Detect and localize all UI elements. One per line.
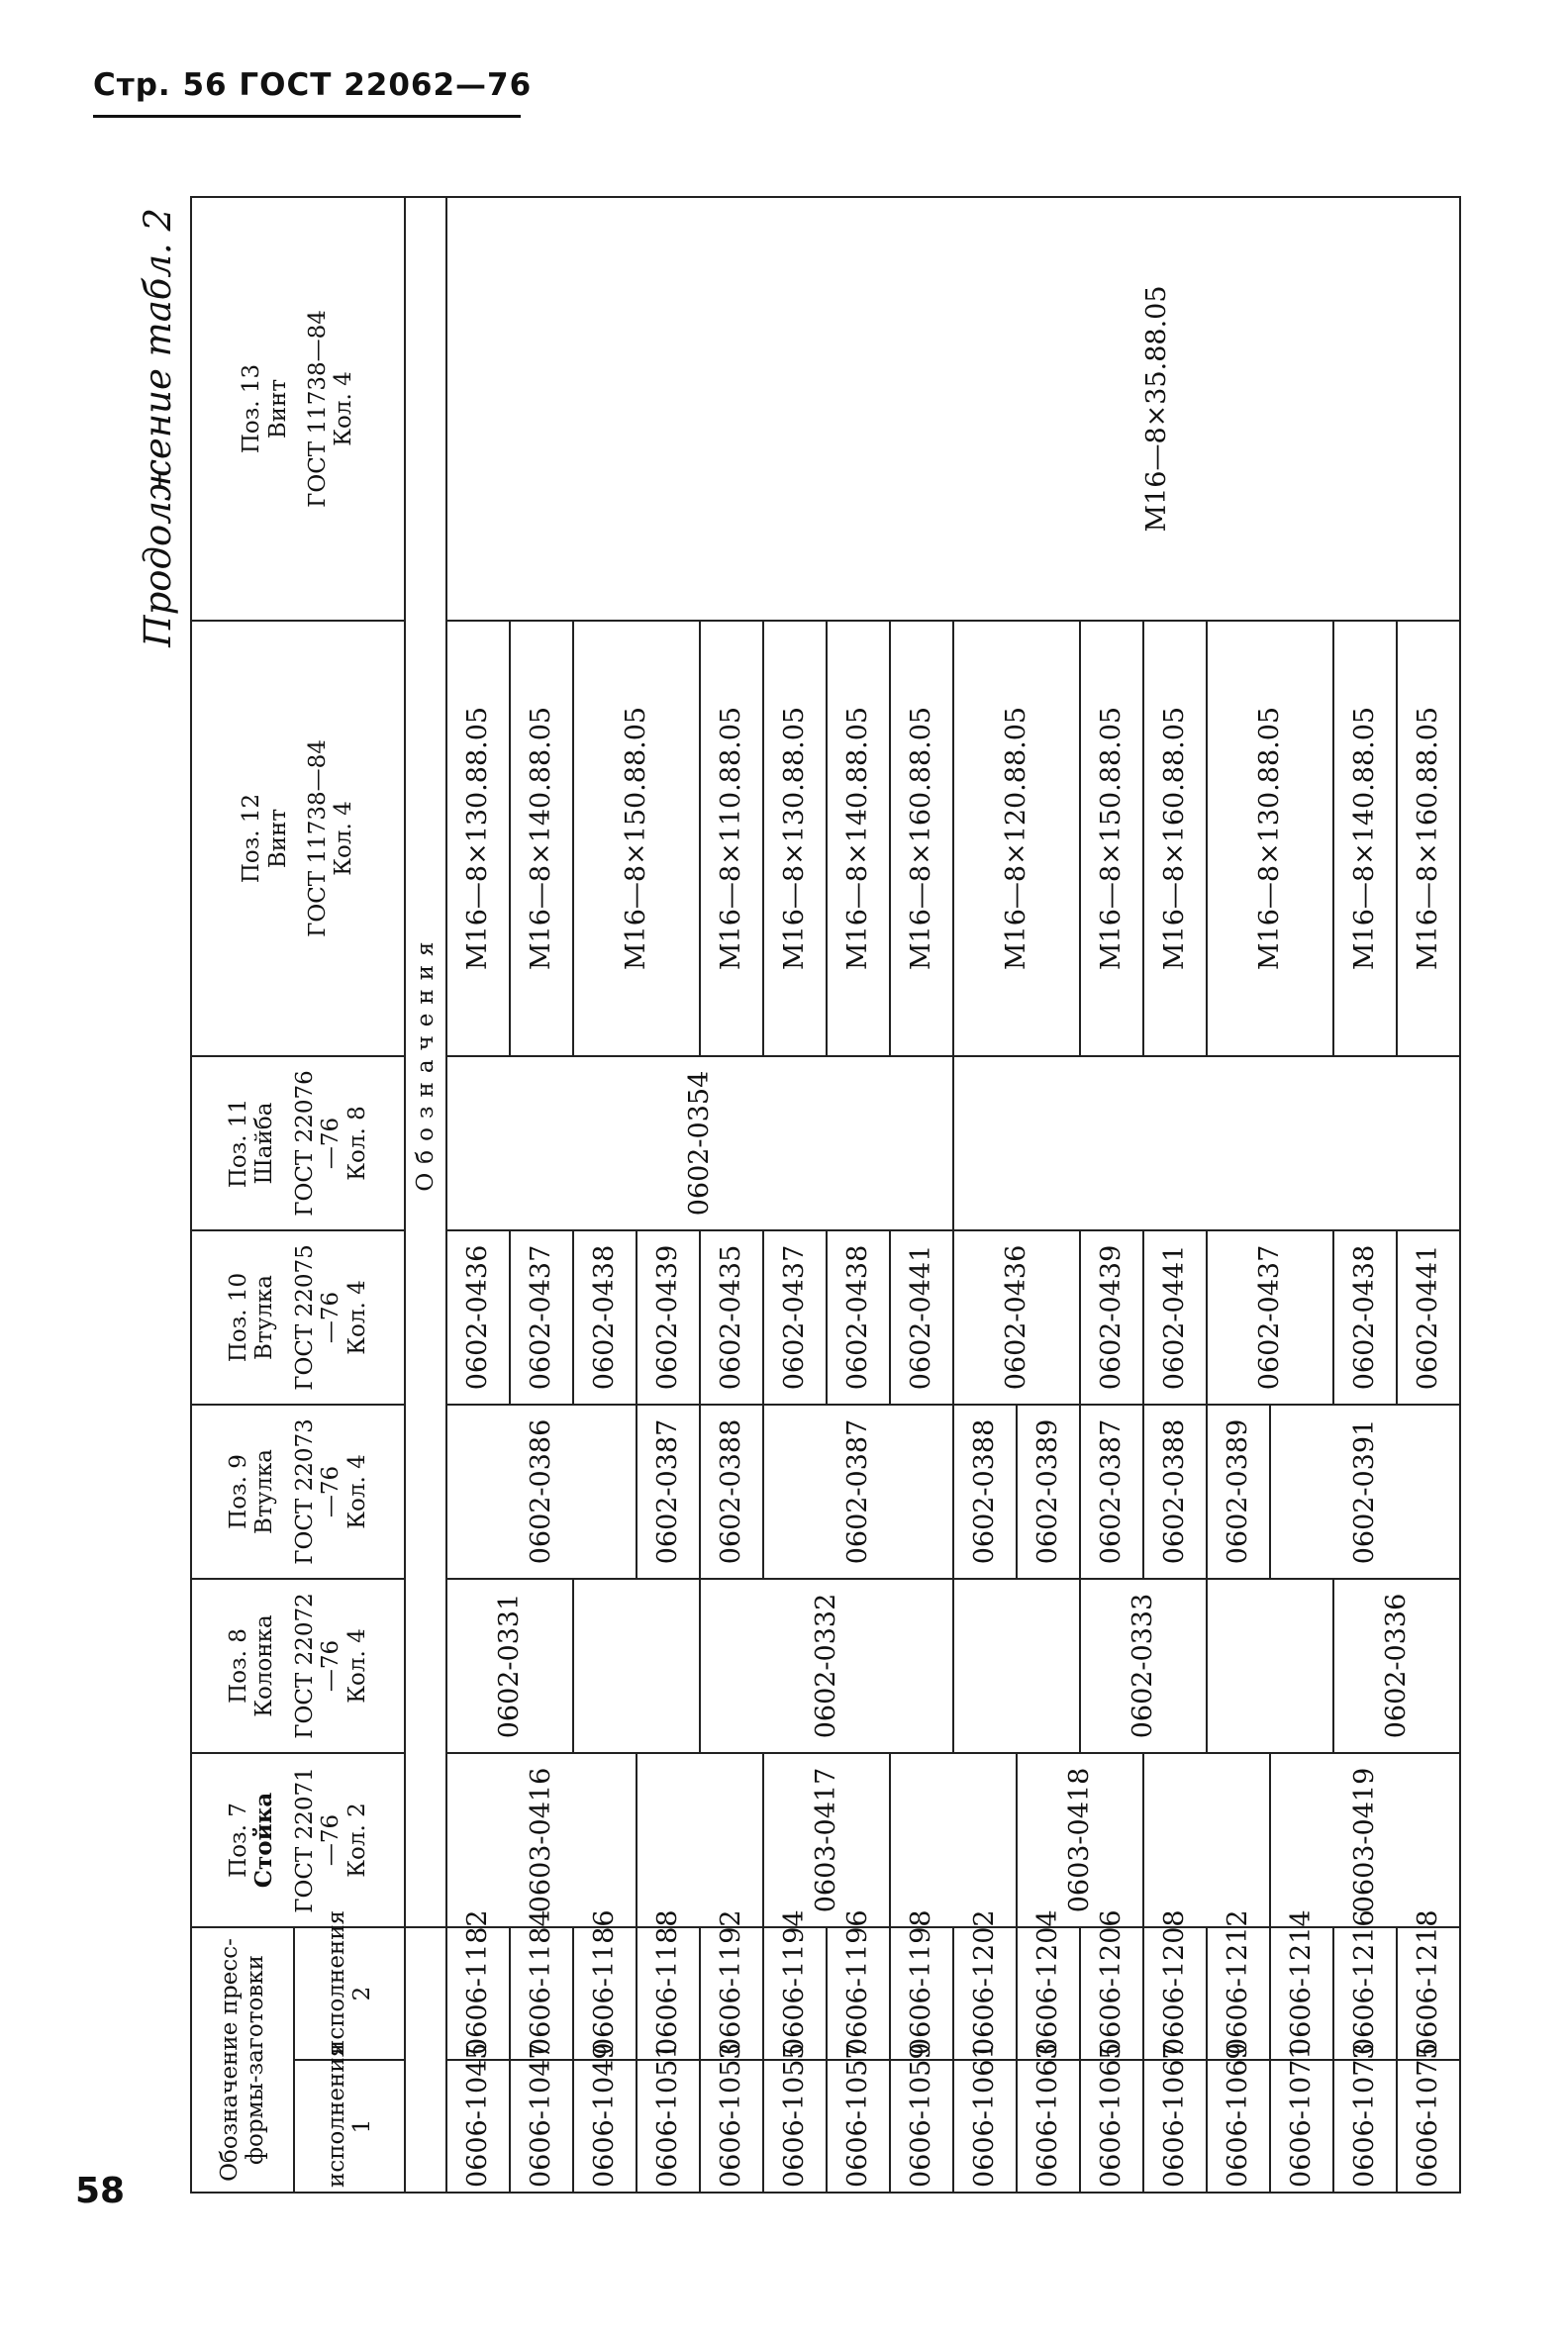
pos12-cell: М16—8×140.88.05 <box>510 621 573 1056</box>
pos7-name: Стойка <box>250 1792 278 1889</box>
pos9-cell: 0602-0389 <box>1017 1405 1080 1579</box>
pos7-cell: 0603-0418 <box>1017 1753 1143 1927</box>
isp1-cell: 0606-1055 <box>763 2060 827 2193</box>
isp2-cell: 0606-1198 <box>890 1927 953 2060</box>
header-pos11 <box>191 1056 405 1230</box>
pos12-cell: М16—8×140.88.05 <box>1333 621 1397 1056</box>
pos12-cell: М16—8×130.88.05 <box>1207 621 1333 1056</box>
pos7-cell-empty <box>1143 1753 1270 1927</box>
pos13-gost: ГОСТ 11738—84 <box>305 310 331 508</box>
pos12-gost: ГОСТ 11738—84 <box>305 739 331 937</box>
isp2-cell: 0606-1192 <box>700 1927 763 2060</box>
pos8-cell-empty <box>573 1579 700 1753</box>
pos8-gost: ГОСТ 22072—76 <box>291 1593 344 1739</box>
isp2-cell: 0606-1184 <box>510 1927 573 2060</box>
pos7-kol: Кол. 2 <box>343 1803 370 1878</box>
header-pos10 <box>191 1230 405 1405</box>
header-pos9 <box>191 1405 405 1579</box>
pos9-cell: 0602-0387 <box>1080 1405 1143 1579</box>
pos12-title: Поз. 12 <box>239 793 265 884</box>
pos10-cell: 0602-0441 <box>1143 1230 1207 1405</box>
pos7-gost: ГОСТ 22071—76 <box>291 1767 344 1913</box>
pos9-cell: 0602-0388 <box>953 1405 1017 1579</box>
pos12-name: Винт <box>264 808 291 869</box>
pos11-gost: ГОСТ 22076—76 <box>291 1070 344 1217</box>
pos13-title: Поз. 13 <box>239 363 265 454</box>
isp2-cell: 0606-1214 <box>1270 1927 1333 2060</box>
isp2-cell: 0606-1206 <box>1080 1927 1143 2060</box>
pos8-cell-empty <box>953 1579 1080 1753</box>
isp1-cell: 0606-1045 <box>446 2060 510 2193</box>
isp1-cell: 0606-1057 <box>827 2060 890 2193</box>
pos10-kol: Кол. 4 <box>343 1280 370 1355</box>
header-isp2: исполнения 2 <box>294 1927 405 2060</box>
pos10-name: Втулка <box>251 1275 278 1360</box>
pos11-cell-empty <box>953 1056 1460 1230</box>
isp1-cell: 0606-1059 <box>890 2060 953 2193</box>
pos13-kol: Кол. 4 <box>331 371 357 446</box>
pos8-kol: Кол. 4 <box>343 1628 370 1704</box>
pos9-cell: 0602-0387 <box>763 1405 953 1579</box>
pos10-gost: ГОСТ 22075—76 <box>291 1244 344 1391</box>
pos10-cell: 0602-0438 <box>827 1230 890 1405</box>
pos10-cell: 0602-0436 <box>446 1230 510 1405</box>
pos10-cell: 0602-0438 <box>573 1230 637 1405</box>
pos9-cell: 0602-0389 <box>1207 1405 1270 1579</box>
pos11-title: Поз. 11 <box>225 1098 251 1189</box>
spec-table <box>190 196 1461 2194</box>
isp2-cell: 0606-1188 <box>637 1927 700 2060</box>
page-header: Стр. 56 ГОСТ 22062—76 <box>93 67 533 103</box>
isp2-cell: 0606-1212 <box>1207 1927 1270 2060</box>
isp1-cell: 0606-1063 <box>1017 2060 1080 2193</box>
isp1-cell: 0606-1065 <box>1080 2060 1143 2193</box>
pos10-cell: 0602-0438 <box>1333 1230 1397 1405</box>
header-rule <box>93 115 521 118</box>
header-pos8 <box>191 1579 405 1753</box>
page-number: 58 <box>75 2171 126 2211</box>
isp1-cell: 0606-1047 <box>510 2060 573 2193</box>
pos9-cell: 0602-0388 <box>1143 1405 1207 1579</box>
pos12-cell: М16—8×130.88.05 <box>446 621 510 1056</box>
pos13-name: Винт <box>264 378 291 439</box>
pos7-cell: 0603-0419 <box>1270 1753 1460 1927</box>
isp2-cell: 0606-1204 <box>1017 1927 1080 2060</box>
pos10-cell: 0602-0439 <box>637 1230 700 1405</box>
isp2-cell: 0606-1208 <box>1143 1927 1207 2060</box>
isp2-cell: 0606-1202 <box>953 1927 1017 2060</box>
pos10-cell: 0602-0441 <box>1397 1230 1460 1405</box>
pos10-cell: 0602-0435 <box>700 1230 763 1405</box>
pos9-cell: 0602-0386 <box>446 1405 637 1579</box>
pos9-title: Поз. 9 <box>225 1454 251 1529</box>
isp1-cell: 0606-1061 <box>953 2060 1017 2193</box>
pos10-cell: 0602-0436 <box>953 1230 1080 1405</box>
isp1-cell: 0606-1069 <box>1207 2060 1270 2193</box>
pos10-title: Поз. 10 <box>225 1272 251 1363</box>
rotated-table-frame <box>137 198 1469 2194</box>
pos12-cell: М16—8×120.88.05 <box>953 621 1080 1056</box>
isp2-cell: 0606-1194 <box>763 1927 827 2060</box>
isp1-cell: 0606-1073 <box>1333 2060 1397 2193</box>
isp1-cell: 0606-1053 <box>700 2060 763 2193</box>
pos8-cell: 0602-0332 <box>700 1579 953 1753</box>
pos13-cell: М16—8×35.88.05 <box>446 197 1460 621</box>
header-pos13 <box>191 197 405 621</box>
header-pos12 <box>191 621 405 1056</box>
isp2-cell: 0606-1196 <box>827 1927 890 2060</box>
pos8-cell-empty <box>1207 1579 1333 1753</box>
isp1-cell: 0606-1067 <box>1143 2060 1207 2193</box>
pos10-cell: 0602-0437 <box>510 1230 573 1405</box>
header-designation: Обозначение пресс-формы-заготовки <box>191 1927 294 2193</box>
pos7-cell: 0603-0416 <box>446 1753 637 1927</box>
isp2-cell: 0606-1182 <box>446 1927 510 2060</box>
pos10-cell: 0602-0437 <box>763 1230 827 1405</box>
pos7-cell: 0603-0417 <box>763 1753 890 1927</box>
pos11-kol: Кол. 8 <box>343 1106 370 1181</box>
pos12-cell: М16—8×130.88.05 <box>763 621 827 1056</box>
pos9-cell: 0602-0388 <box>700 1405 763 1579</box>
pos9-name: Втулка <box>251 1449 278 1534</box>
pos8-cell: 0602-0331 <box>446 1579 573 1753</box>
isp2-cell: 0606-1216 <box>1333 1927 1397 2060</box>
isp2-cell: 0606-1218 <box>1397 1927 1460 2060</box>
pos7-title: Поз. 7 <box>225 1803 251 1878</box>
pos10-cell: 0602-0441 <box>890 1230 953 1405</box>
pos10-cell: 0602-0439 <box>1080 1230 1143 1405</box>
header-isp1: исполнения 1 <box>294 2060 405 2193</box>
pos9-cell: 0602-0391 <box>1270 1405 1460 1579</box>
isp2-cell: 0606-1186 <box>573 1927 637 2060</box>
header-pos7 <box>191 1753 405 1927</box>
pos12-cell: М16—8×140.88.05 <box>827 621 890 1056</box>
pos9-kol: Кол. 4 <box>343 1454 370 1529</box>
pos8-name: Колонка <box>251 1614 278 1717</box>
pos8-cell: 0602-0333 <box>1080 1579 1207 1753</box>
table-caption: Продолжение табл. 2 <box>137 208 179 647</box>
isp1-cell: 0606-1051 <box>637 2060 700 2193</box>
pos9-gost: ГОСТ 22073—76 <box>291 1418 344 1565</box>
pos8-cell: 0602-0336 <box>1333 1579 1460 1753</box>
isp1-cell: 0606-1071 <box>1270 2060 1333 2193</box>
pos12-kol: Кол. 4 <box>331 801 357 876</box>
pos10-cell: 0602-0437 <box>1207 1230 1333 1405</box>
isp1-cell: 0606-1049 <box>573 2060 637 2193</box>
band-label: Обозначения <box>405 197 446 1927</box>
pos12-cell: М16—8×160.88.05 <box>890 621 953 1056</box>
pos11-cell: 0602-0354 <box>446 1056 953 1230</box>
pos7-cell-empty <box>637 1753 763 1927</box>
pos8-title: Поз. 8 <box>225 1628 251 1704</box>
pos7-cell-empty <box>890 1753 1017 1927</box>
band-spacer <box>405 1927 446 2193</box>
pos12-cell: М16—8×160.88.05 <box>1397 621 1460 1056</box>
pos12-cell: М16—8×160.88.05 <box>1143 621 1207 1056</box>
isp1-cell: 0606-1075 <box>1397 2060 1460 2193</box>
pos12-cell: М16—8×150.88.05 <box>1080 621 1143 1056</box>
pos12-cell: М16—8×110.88.05 <box>700 621 763 1056</box>
pos9-cell: 0602-0387 <box>637 1405 700 1579</box>
pos11-name: Шайба <box>251 1102 278 1185</box>
pos12-cell: М16—8×150.88.05 <box>573 621 700 1056</box>
